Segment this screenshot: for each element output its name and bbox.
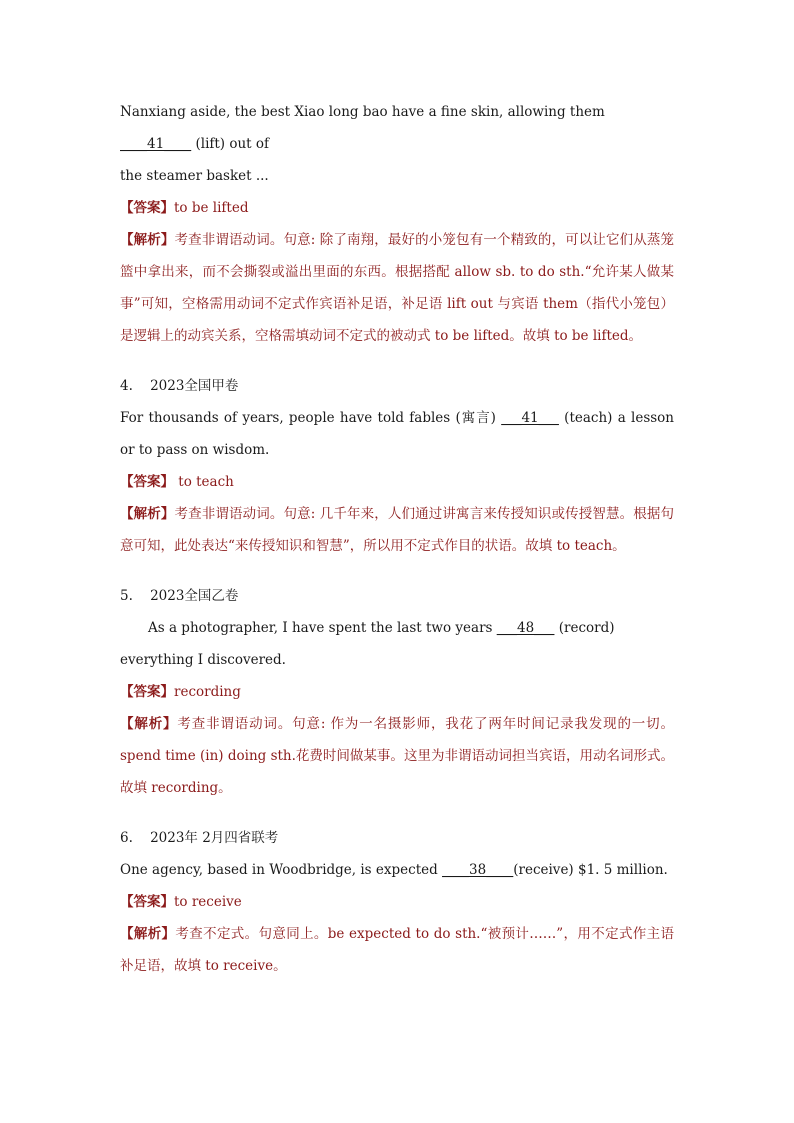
question-source: 2023全国甲卷 bbox=[150, 378, 239, 394]
question-6-answer bbox=[120, 886, 674, 918]
question-4-analysis: 【解析】考查非谓语动词。句意: 几千年来，人们通过讲寓言来传授知识或传授智慧。根据句意可知，此处表达“来传授知识和智慧”，所以用不定式作目的状语。故填 to teach。 bbox=[120, 506, 674, 554]
question-4-text: For thousands of years, people have told fables (寓言) ___41___ (teach) a lesson or to pass on wisdom. bbox=[120, 410, 674, 458]
question-3 bbox=[120, 96, 674, 352]
question-4 bbox=[120, 370, 674, 562]
analysis-tag: 【解析】 bbox=[120, 926, 176, 942]
answer-tag: 【答案】 bbox=[120, 894, 174, 910]
question-source: 2023全国乙卷 bbox=[150, 588, 239, 604]
question-6-header bbox=[120, 822, 674, 854]
question-6-analysis: 【解析】考查不定式。句意同上。be expected to do sth.“被预计……”，用不定式作主语补足语，故填 to receive。 bbox=[120, 926, 674, 974]
answer-value: to receive bbox=[174, 894, 242, 910]
question-6-blank: ____38____ bbox=[442, 862, 514, 878]
answer-value: to teach bbox=[174, 474, 234, 490]
answer-value: to be lifted bbox=[174, 200, 249, 216]
answer-tag: 【答案】 bbox=[120, 200, 174, 216]
answer-tag: 【答案】 bbox=[120, 684, 174, 700]
question-6 bbox=[120, 822, 674, 982]
analysis-tag: 【解析】 bbox=[120, 716, 178, 732]
question-3-answer bbox=[120, 192, 674, 224]
question-6-text: One agency, based in Woodbridge, is expected ____38____(receive) $1. 5 million. bbox=[120, 862, 668, 878]
question-4-blank: ___41___ bbox=[501, 410, 559, 426]
question-number: 4. bbox=[120, 378, 133, 394]
question-4-header bbox=[120, 370, 674, 402]
analysis-tag: 【解析】 bbox=[120, 232, 175, 248]
analysis-tag: 【解析】 bbox=[120, 506, 175, 522]
question-5-blank: ___48___ bbox=[496, 620, 555, 636]
question-5-header bbox=[120, 580, 674, 612]
question-5-analysis: 【解析】考查非谓语动词。句意: 作为一名摄影师，我花了两年时间记录我发现的一切。spend time (in) doing sth.花费时间做某事。这里为非谓语动词担当宾语，用动名词形式。故填 recording。 bbox=[120, 716, 675, 796]
answer-value: recording bbox=[174, 684, 241, 700]
question-3-blank: ____41____ bbox=[120, 136, 192, 152]
question-3-text: Nanxiang aside, the best Xiao long bao have a fine skin, allowing them ____41____ (lift) out of the steamer basket ... bbox=[120, 104, 605, 184]
question-number: 6. bbox=[120, 830, 133, 846]
question-5 bbox=[120, 580, 674, 804]
question-4-answer bbox=[120, 466, 674, 498]
answer-tag: 【答案】 bbox=[120, 474, 174, 490]
question-number: 5. bbox=[120, 588, 133, 604]
question-5-text: As a photographer, I have spent the last two years ___48___ (record) everything I discovered. bbox=[120, 620, 615, 668]
question-5-answer bbox=[120, 676, 674, 708]
question-source: 2023年 2月四省联考 bbox=[150, 830, 279, 846]
question-3-analysis: 【解析】考查非谓语动词。句意: 除了南翔，最好的小笼包有一个精致的，可以让它们从蒸笼篮中拿出来，而不会撕裂或溢出里面的东西。根据搭配 allow sb. to do sth.“允许某人做某事”可知，空格需用动词不定式作宾语补足语，补足语 lift out 与宾语 them（指代小笼包）是逻辑上的动宾关系，空格需填动词不定式的被动式 to be lifted。故填 to be lifted。 bbox=[120, 232, 674, 344]
